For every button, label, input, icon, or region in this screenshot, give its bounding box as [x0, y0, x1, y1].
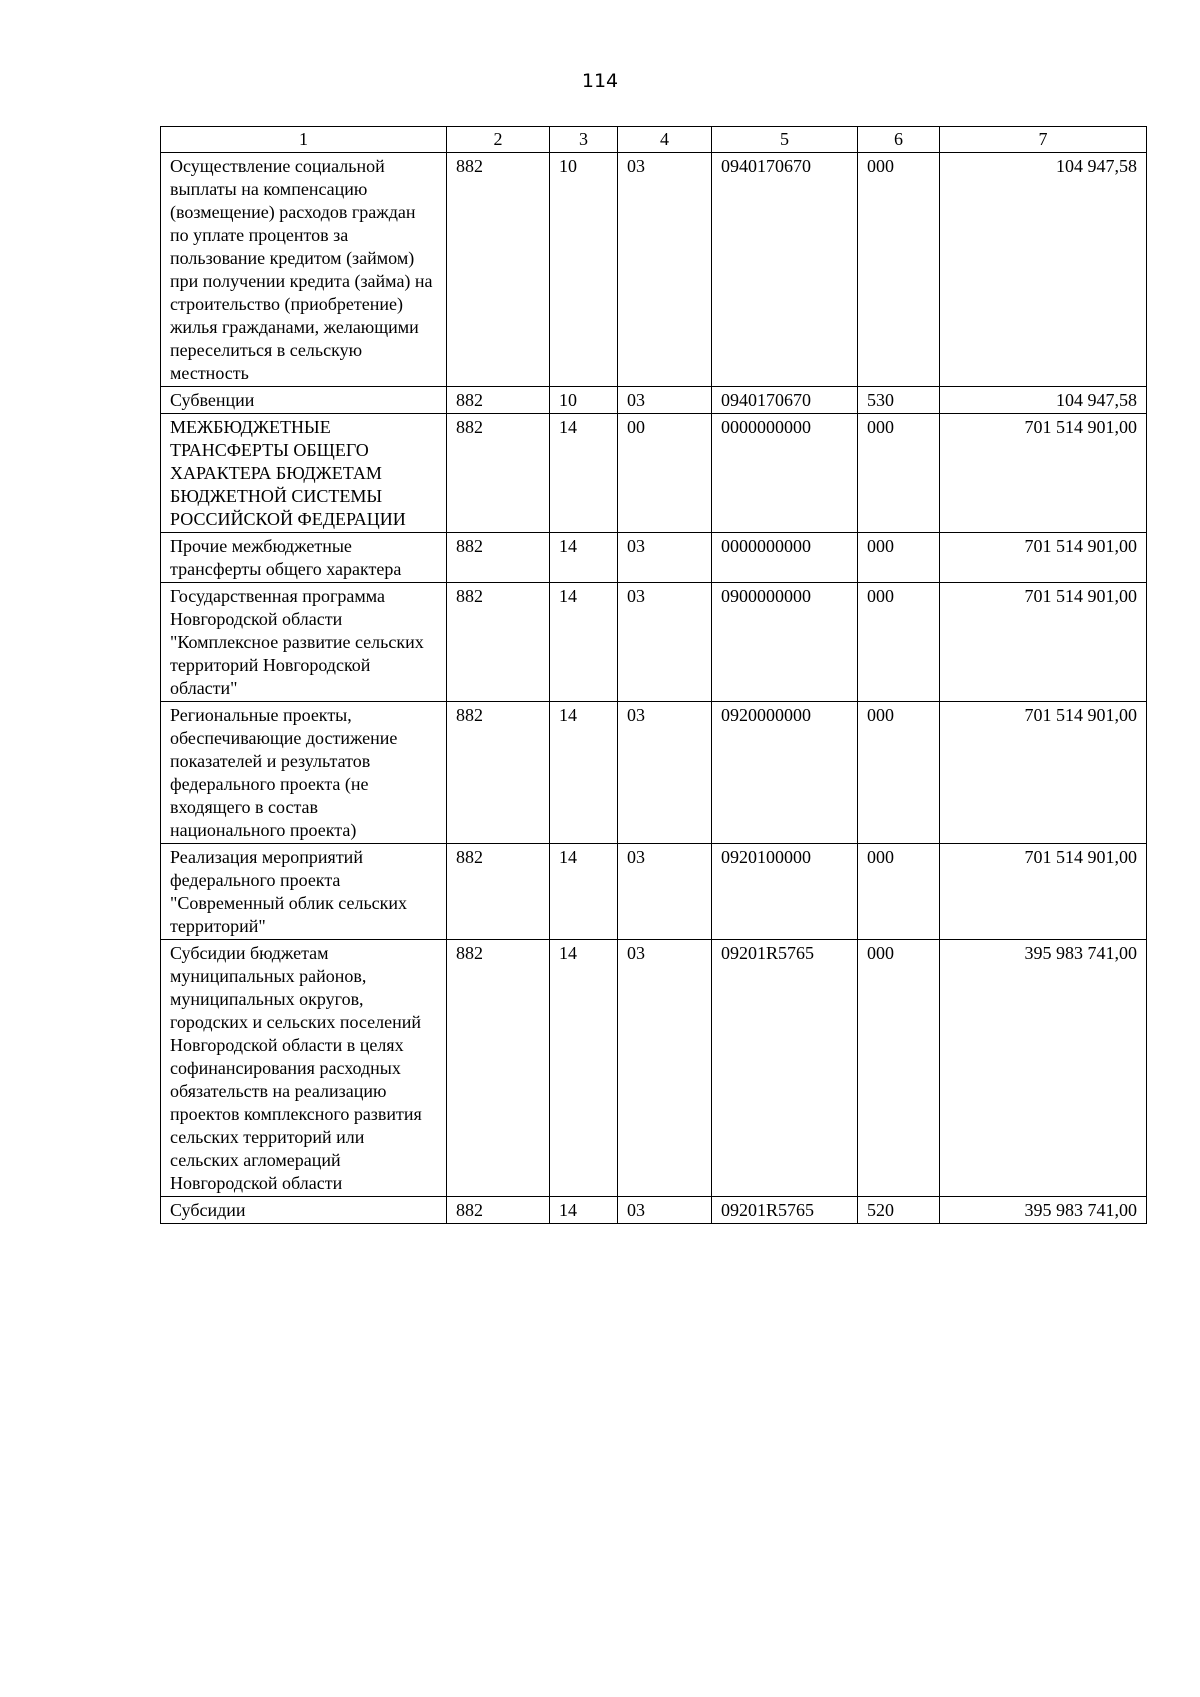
row-code-6: 000	[858, 940, 940, 1197]
row-code-3: 14	[550, 533, 618, 583]
row-code-4: 00	[618, 414, 712, 533]
row-name: МЕЖБЮДЖЕТНЫЕ ТРАНСФЕРТЫ ОБЩЕГО ХАРАКТЕРА БЮДЖЕТАМ БЮДЖЕТНОЙ СИСТЕМЫ РОССИЙСКОЙ ФЕДЕРАЦИИ	[161, 414, 447, 533]
table-row	[161, 533, 1147, 583]
row-code-2: 882	[447, 583, 550, 702]
row-code-2: 882	[447, 387, 550, 414]
row-code-2: 882	[447, 1197, 550, 1224]
column-header-6: 6	[858, 127, 940, 153]
row-amount: 701 514 901,00	[940, 583, 1147, 702]
row-code-4: 03	[618, 1197, 712, 1224]
row-code-4: 03	[618, 702, 712, 844]
row-code-5: 0000000000	[712, 533, 858, 583]
row-code-5: 0000000000	[712, 414, 858, 533]
table-row	[161, 153, 1147, 387]
row-code-2: 882	[447, 414, 550, 533]
column-header-4: 4	[618, 127, 712, 153]
row-code-5: 0920100000	[712, 844, 858, 940]
budget-table	[160, 126, 1147, 1224]
column-header-3: 3	[550, 127, 618, 153]
row-code-6: 520	[858, 1197, 940, 1224]
row-code-6: 530	[858, 387, 940, 414]
row-code-4: 03	[618, 583, 712, 702]
table-row	[161, 702, 1147, 844]
row-amount: 395 983 741,00	[940, 1197, 1147, 1224]
row-amount: 701 514 901,00	[940, 414, 1147, 533]
row-code-3: 14	[550, 702, 618, 844]
row-code-6: 000	[858, 702, 940, 844]
row-code-2: 882	[447, 153, 550, 387]
row-amount: 395 983 741,00	[940, 940, 1147, 1197]
row-name: Осуществление социальной выплаты на компенсацию (возмещение) расходов граждан по уплате процентов за пользование кредитом (займом) при получении кредита (займа) на строительство (приобретение) жилья гражданами, желающими переселиться в сельскую местность	[161, 153, 447, 387]
table-header-row	[161, 127, 1147, 153]
row-code-4: 03	[618, 153, 712, 387]
row-name: Субвенции	[161, 387, 447, 414]
row-code-2: 882	[447, 533, 550, 583]
row-code-4: 03	[618, 940, 712, 1197]
row-code-6: 000	[858, 533, 940, 583]
row-code-4: 03	[618, 533, 712, 583]
row-code-4: 03	[618, 387, 712, 414]
row-amount: 701 514 901,00	[940, 844, 1147, 940]
table-row	[161, 940, 1147, 1197]
row-amount: 104 947,58	[940, 153, 1147, 387]
row-code-3: 10	[550, 387, 618, 414]
row-code-3: 14	[550, 583, 618, 702]
column-header-5: 5	[712, 127, 858, 153]
column-header-7: 7	[940, 127, 1147, 153]
row-code-3: 14	[550, 940, 618, 1197]
row-name: Государственная программа Новгородской области "Комплексное развитие сельских территорий Новгородской области"	[161, 583, 447, 702]
table-row	[161, 387, 1147, 414]
row-code-2: 882	[447, 702, 550, 844]
row-code-5: 09201R5765	[712, 1197, 858, 1224]
row-code-2: 882	[447, 940, 550, 1197]
table-row	[161, 844, 1147, 940]
row-name: Прочие межбюджетные трансферты общего характера	[161, 533, 447, 583]
row-code-6: 000	[858, 583, 940, 702]
table-row	[161, 583, 1147, 702]
row-name: Региональные проекты, обеспечивающие достижение показателей и результатов федерального проекта (не входящего в состав национального проекта)	[161, 702, 447, 844]
table-row	[161, 414, 1147, 533]
row-code-3: 14	[550, 1197, 618, 1224]
row-name: Реализация мероприятий федерального проекта "Современный облик сельских территорий"	[161, 844, 447, 940]
row-code-6: 000	[858, 153, 940, 387]
row-code-5: 0920000000	[712, 702, 858, 844]
row-code-5: 0940170670	[712, 387, 858, 414]
row-code-2: 882	[447, 844, 550, 940]
row-amount: 701 514 901,00	[940, 702, 1147, 844]
column-header-1: 1	[161, 127, 447, 153]
row-code-6: 000	[858, 414, 940, 533]
row-code-4: 03	[618, 844, 712, 940]
row-code-5: 0940170670	[712, 153, 858, 387]
row-amount: 104 947,58	[940, 387, 1147, 414]
page-number: 114	[581, 70, 619, 92]
row-code-6: 000	[858, 844, 940, 940]
column-header-2: 2	[447, 127, 550, 153]
row-code-5: 09201R5765	[712, 940, 858, 1197]
row-code-5: 0900000000	[712, 583, 858, 702]
row-code-3: 10	[550, 153, 618, 387]
row-name: Субсидии бюджетам муниципальных районов, муниципальных округов, городских и сельских поселений Новгородской области в целях софинансирования расходных обязательств на реализацию проектов комплексного развития сельских территорий или сельских агломераций Новгородской области	[161, 940, 447, 1197]
row-code-3: 14	[550, 844, 618, 940]
row-code-3: 14	[550, 414, 618, 533]
row-amount: 701 514 901,00	[940, 533, 1147, 583]
row-name: Субсидии	[161, 1197, 447, 1224]
table-row	[161, 1197, 1147, 1224]
